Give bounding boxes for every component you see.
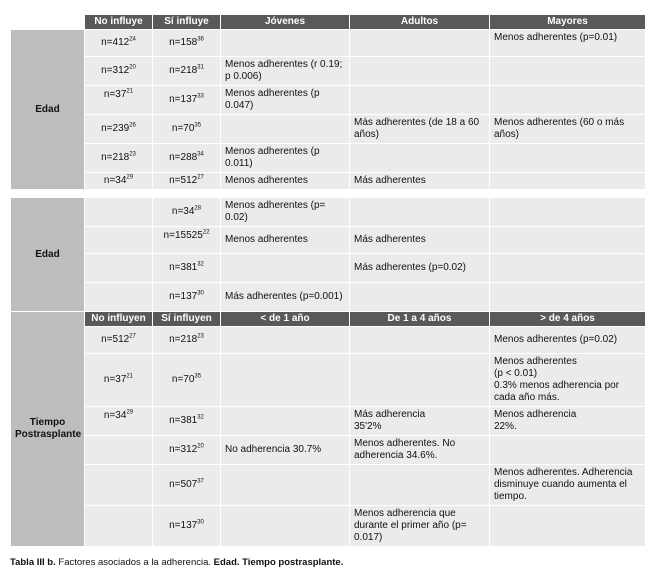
adultos-cell bbox=[350, 198, 490, 227]
row-label-tiempo-postrasplante: Tiempo Postrasplante bbox=[11, 312, 85, 547]
table-row bbox=[11, 86, 646, 115]
header-no-influye: No influye bbox=[85, 15, 153, 30]
jovenes-cell: Menos adherentes bbox=[221, 227, 350, 254]
1-a-4-anos-cell: Menos adherencia que durante el primer año (p= 0.017) bbox=[350, 506, 490, 547]
mayores-cell bbox=[490, 254, 646, 283]
jovenes-cell bbox=[221, 254, 350, 283]
no-influye-cell bbox=[85, 465, 153, 506]
si-influye-cell: $n=158^{36}$ bbox=[153, 30, 221, 57]
table-row bbox=[11, 506, 646, 547]
adherence-factors-table bbox=[10, 14, 646, 547]
no-influye-cell: $n=37^{21}$ bbox=[85, 354, 153, 407]
si-influye-cell: $n=512^{27}$ bbox=[153, 173, 221, 190]
mayores-cell bbox=[490, 144, 646, 173]
mayores-cell bbox=[490, 173, 646, 190]
row-label-edad: Edad bbox=[11, 30, 85, 190]
1-a-4-anos-cell: Menos adherentes. No adherencia 34.6%. bbox=[350, 436, 490, 465]
menos-1-ano-cell bbox=[221, 327, 350, 354]
1-a-4-anos-cell: Más adherencia 35'2% bbox=[350, 407, 490, 436]
header-jovenes: Jóvenes bbox=[221, 15, 350, 30]
mayores-cell bbox=[490, 86, 646, 115]
table-row bbox=[11, 227, 646, 254]
table-row bbox=[11, 57, 646, 86]
header-mayores: Mayores bbox=[490, 15, 646, 30]
si-influye-cell: $n=137^{33}$ bbox=[153, 86, 221, 115]
header-no-influyen: No influyen bbox=[85, 312, 153, 327]
table-row bbox=[11, 327, 646, 354]
table-row bbox=[11, 115, 646, 144]
adultos-cell: Más adherentes bbox=[350, 173, 490, 190]
si-influye-cell: $n=381^{32}$ bbox=[153, 254, 221, 283]
adultos-cell bbox=[350, 30, 490, 57]
si-influye-cell: $n=218^{23}$ bbox=[153, 327, 221, 354]
no-influye-cell bbox=[85, 283, 153, 312]
header-blank-cell bbox=[11, 15, 85, 30]
menos-1-ano-cell bbox=[221, 407, 350, 436]
header-si-influyen: Sí influyen bbox=[153, 312, 221, 327]
adultos-cell: Más adherentes (p=0.02) bbox=[350, 254, 490, 283]
1-a-4-anos-cell bbox=[350, 327, 490, 354]
menos-1-ano-cell bbox=[221, 506, 350, 547]
caption-bold: Edad. Tiempo postrasplante. bbox=[213, 557, 344, 568]
section-separator bbox=[11, 190, 646, 198]
header-mas-4-anos: > de 4 años bbox=[490, 312, 646, 327]
adultos-cell bbox=[350, 283, 490, 312]
table-row bbox=[11, 173, 646, 190]
table-row bbox=[11, 144, 646, 173]
no-influye-cell bbox=[85, 506, 153, 547]
table-row bbox=[11, 254, 646, 283]
mayores-cell: Menos adherentes (p=0.01) bbox=[490, 30, 646, 57]
header-adultos: Adultos bbox=[350, 15, 490, 30]
table-row bbox=[11, 198, 646, 227]
jovenes-cell: Más adherentes (p=0.001) bbox=[221, 283, 350, 312]
si-influye-cell: $n=312^{20}$ bbox=[153, 436, 221, 465]
jovenes-cell: Menos adherentes (p= 0.02) bbox=[221, 198, 350, 227]
mayores-cell bbox=[490, 57, 646, 86]
mayores-cell bbox=[490, 283, 646, 312]
header-menos-1-ano: < de 1 año bbox=[221, 312, 350, 327]
table-row bbox=[11, 465, 646, 506]
header-1-a-4-anos: De 1 a 4 años bbox=[350, 312, 490, 327]
no-influye-cell: $n=218^{23}$ bbox=[85, 144, 153, 173]
jovenes-cell: Menos adherentes (r 0.19; p 0.006) bbox=[221, 57, 350, 86]
adultos-cell: Más adherentes (de 18 a 60 años) bbox=[350, 115, 490, 144]
si-influye-cell: $n=34^{28}$ bbox=[153, 198, 221, 227]
no-influye-cell bbox=[85, 436, 153, 465]
mas-4-anos-cell: Menos adherencia 22%. bbox=[490, 407, 646, 436]
mas-4-anos-cell bbox=[490, 436, 646, 465]
header-row-age bbox=[11, 15, 646, 30]
si-influye-cell: $n=381^{32}$ bbox=[153, 407, 221, 436]
caption-text: Factores asociados a la adherencia. bbox=[55, 557, 214, 568]
no-influye-cell bbox=[85, 227, 153, 254]
adultos-cell bbox=[350, 144, 490, 173]
no-influye-cell: $n=34^{29}$ bbox=[85, 407, 153, 436]
no-influye-cell: $n=312^{20}$ bbox=[85, 57, 153, 86]
menos-1-ano-cell: No adherencia 30.7% bbox=[221, 436, 350, 465]
row-label-edad-2: Edad bbox=[11, 198, 85, 312]
si-influye-cell: $n=218^{31}$ bbox=[153, 57, 221, 86]
si-influye-cell: $n=137^{30}$ bbox=[153, 506, 221, 547]
mayores-cell bbox=[490, 198, 646, 227]
no-influye-cell: $n=37^{21}$ bbox=[85, 86, 153, 115]
si-influye-cell: $n=507^{37}$ bbox=[153, 465, 221, 506]
table-row bbox=[11, 283, 646, 312]
si-influye-cell: $n=288^{34}$ bbox=[153, 144, 221, 173]
table-row bbox=[11, 30, 646, 57]
menos-1-ano-cell bbox=[221, 354, 350, 407]
si-influye-cell: $n=70^{35}$ bbox=[153, 115, 221, 144]
header-si-influye: Sí influye bbox=[153, 15, 221, 30]
mayores-cell: Menos adherentes (60 o más años) bbox=[490, 115, 646, 144]
caption-prefix: Tabla III b. bbox=[10, 557, 56, 568]
adultos-cell bbox=[350, 86, 490, 115]
mas-4-anos-cell: Menos adherentes (p < 0.01) 0.3% menos adherencia por cada año más. bbox=[490, 354, 646, 407]
table-row bbox=[11, 407, 646, 436]
mas-4-anos-cell: Menos adherentes (p=0.02) bbox=[490, 327, 646, 354]
no-influye-cell: $n=512^{27}$ bbox=[85, 327, 153, 354]
no-influye-cell: $n=412^{24}$ bbox=[85, 30, 153, 57]
jovenes-cell: Menos adherentes (p 0.047) bbox=[221, 86, 350, 115]
header-row-time bbox=[11, 312, 646, 327]
si-influye-cell: $n=137^{30}$ bbox=[153, 283, 221, 312]
adultos-cell bbox=[350, 57, 490, 86]
jovenes-cell bbox=[221, 115, 350, 144]
menos-1-ano-cell bbox=[221, 465, 350, 506]
mas-4-anos-cell: Menos adherentes. Adherencia disminuye cuando aumenta el tiempo. bbox=[490, 465, 646, 506]
jovenes-cell: Menos adherentes bbox=[221, 173, 350, 190]
no-influye-cell bbox=[85, 254, 153, 283]
si-influye-cell: $n=15525^{22}$ bbox=[153, 227, 221, 254]
no-influye-cell: $n=239^{26}$ bbox=[85, 115, 153, 144]
table-caption bbox=[10, 557, 343, 568]
mayores-cell bbox=[490, 227, 646, 254]
jovenes-cell bbox=[221, 30, 350, 57]
table-row bbox=[11, 354, 646, 407]
adultos-cell: Más adherentes bbox=[350, 227, 490, 254]
jovenes-cell: Menos adherentes (p 0.011) bbox=[221, 144, 350, 173]
no-influye-cell bbox=[85, 198, 153, 227]
1-a-4-anos-cell bbox=[350, 354, 490, 407]
no-influye-cell: $n=34^{29}$ bbox=[85, 173, 153, 190]
mas-4-anos-cell bbox=[490, 506, 646, 547]
si-influye-cell: $n=70^{35}$ bbox=[153, 354, 221, 407]
table-row bbox=[11, 436, 646, 465]
1-a-4-anos-cell bbox=[350, 465, 490, 506]
